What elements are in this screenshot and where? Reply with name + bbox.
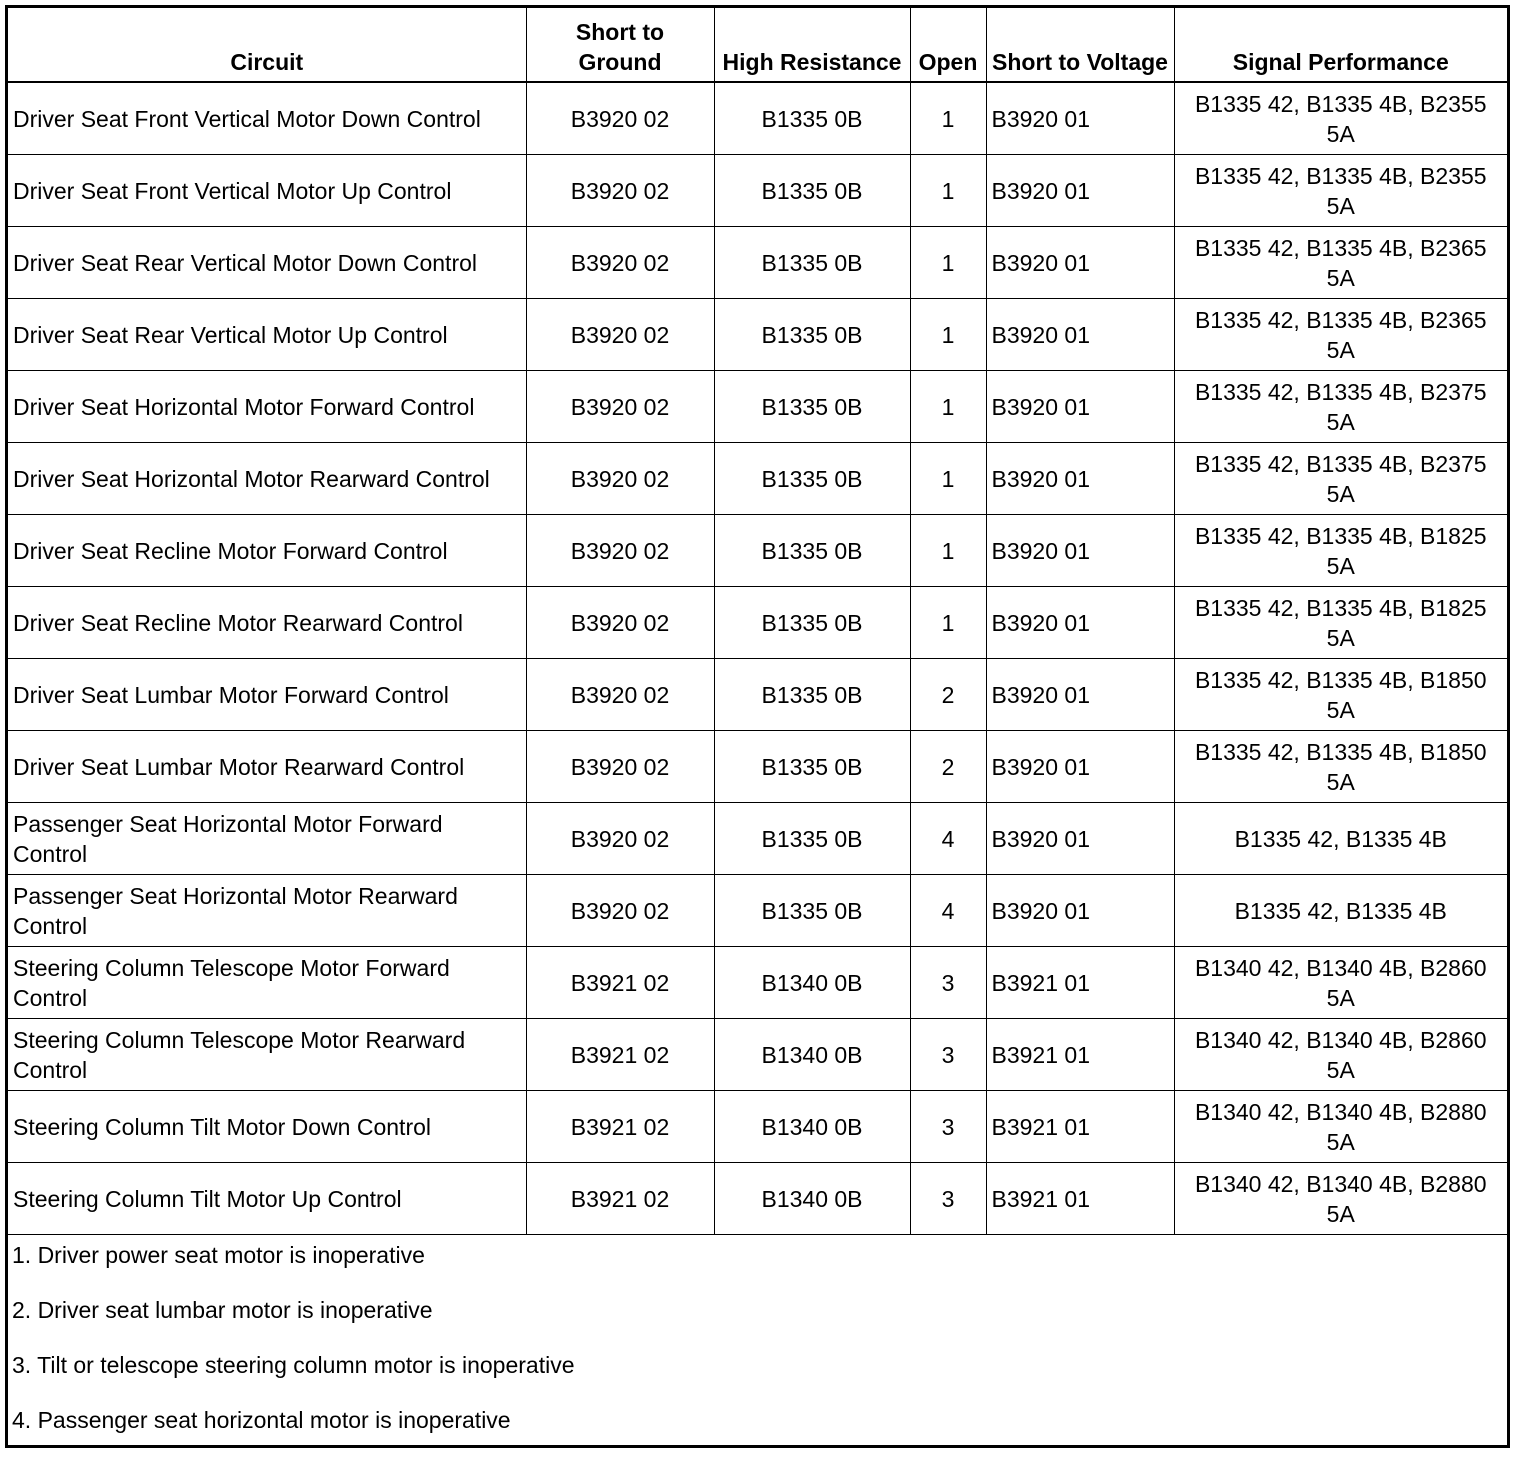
table-row <box>8 803 1507 875</box>
short-to-ground-cell: B3920 02 <box>526 227 714 299</box>
high-resistance-cell: B1340 0B <box>714 1019 910 1091</box>
circuit-cell: Steering Column Telescope Motor Forward Control <box>8 947 526 1019</box>
open-cell: 1 <box>910 515 986 587</box>
footnote-4: 4. Passenger seat horizontal motor is inoperative <box>12 1407 511 1433</box>
header-open: Open <box>910 8 986 82</box>
signal-performance-cell: B1335 42, B1335 4B, B2375 5A <box>1174 371 1507 443</box>
short-to-ground-cell: B3920 02 <box>526 731 714 803</box>
short-to-ground-cell: B3921 02 <box>526 947 714 1019</box>
short-to-ground-cell: B3920 02 <box>526 82 714 155</box>
open-cell: 3 <box>910 947 986 1019</box>
high-resistance-cell: B1335 0B <box>714 443 910 515</box>
header-short-to-voltage: Short to Voltage <box>986 8 1174 82</box>
footnote-3: 3. Tilt or telescope steering column motor is inoperative <box>12 1352 575 1378</box>
table-row <box>8 1019 1507 1091</box>
open-cell: 1 <box>910 82 986 155</box>
open-cell: 1 <box>910 227 986 299</box>
short-to-voltage-cell: B3920 01 <box>986 82 1174 155</box>
circuit-cell: Driver Seat Rear Vertical Motor Down Control <box>8 227 526 299</box>
short-to-ground-cell: B3920 02 <box>526 875 714 947</box>
short-to-ground-cell: B3920 02 <box>526 299 714 371</box>
open-cell: 1 <box>910 155 986 227</box>
table-row <box>8 659 1507 731</box>
short-to-voltage-cell: B3921 01 <box>986 1019 1174 1091</box>
signal-performance-cell: B1335 42, B1335 4B, B2365 5A <box>1174 227 1507 299</box>
short-to-ground-cell: B3920 02 <box>526 515 714 587</box>
circuit-dtc-table <box>8 8 1507 1235</box>
table-row <box>8 371 1507 443</box>
circuit-cell: Steering Column Tilt Motor Down Control <box>8 1091 526 1163</box>
short-to-ground-cell: B3920 02 <box>526 587 714 659</box>
open-cell: 1 <box>910 443 986 515</box>
table-row <box>8 443 1507 515</box>
circuit-cell: Steering Column Tilt Motor Up Control <box>8 1163 526 1235</box>
header-high-resistance: High Resistance <box>714 8 910 82</box>
signal-performance-cell: B1335 42, B1335 4B, B2375 5A <box>1174 443 1507 515</box>
table-row <box>8 875 1507 947</box>
open-cell: 4 <box>910 875 986 947</box>
high-resistance-cell: B1335 0B <box>714 371 910 443</box>
open-cell: 1 <box>910 587 986 659</box>
signal-performance-cell: B1335 42, B1335 4B <box>1174 875 1507 947</box>
open-cell: 1 <box>910 299 986 371</box>
short-to-voltage-cell: B3920 01 <box>986 515 1174 587</box>
short-to-ground-cell: B3921 02 <box>526 1091 714 1163</box>
signal-performance-cell: B1335 42, B1335 4B, B1850 5A <box>1174 731 1507 803</box>
table-row <box>8 1091 1507 1163</box>
high-resistance-cell: B1340 0B <box>714 1091 910 1163</box>
table-row <box>8 82 1507 155</box>
short-to-voltage-cell: B3920 01 <box>986 371 1174 443</box>
signal-performance-cell: B1335 42, B1335 4B, B2365 5A <box>1174 299 1507 371</box>
signal-performance-cell: B1340 42, B1340 4B, B2860 5A <box>1174 1019 1507 1091</box>
short-to-voltage-cell: B3920 01 <box>986 155 1174 227</box>
high-resistance-cell: B1335 0B <box>714 587 910 659</box>
high-resistance-cell: B1335 0B <box>714 659 910 731</box>
header-signal-performance: Signal Performance <box>1174 8 1507 82</box>
circuit-cell: Driver Seat Recline Motor Rearward Control <box>8 587 526 659</box>
short-to-ground-cell: B3920 02 <box>526 659 714 731</box>
open-cell: 2 <box>910 659 986 731</box>
document-frame <box>5 5 1510 1448</box>
table-row <box>8 731 1507 803</box>
short-to-ground-cell: B3920 02 <box>526 803 714 875</box>
circuit-cell: Driver Seat Front Vertical Motor Up Control <box>8 155 526 227</box>
open-cell: 1 <box>910 371 986 443</box>
signal-performance-cell: B1335 42, B1335 4B, B1850 5A <box>1174 659 1507 731</box>
short-to-ground-cell: B3920 02 <box>526 371 714 443</box>
circuit-cell: Driver Seat Lumbar Motor Forward Control <box>8 659 526 731</box>
circuit-cell: Passenger Seat Horizontal Motor Forward Control <box>8 803 526 875</box>
circuit-cell: Steering Column Telescope Motor Rearward Control <box>8 1019 526 1091</box>
table-row <box>8 515 1507 587</box>
signal-performance-cell: B1335 42, B1335 4B, B2355 5A <box>1174 155 1507 227</box>
high-resistance-cell: B1335 0B <box>714 227 910 299</box>
signal-performance-cell: B1340 42, B1340 4B, B2880 5A <box>1174 1091 1507 1163</box>
table-row <box>8 587 1507 659</box>
short-to-ground-cell: B3921 02 <box>526 1163 714 1235</box>
footnote-1: 1. Driver power seat motor is inoperative <box>12 1242 425 1268</box>
footnotes <box>8 1235 1507 1460</box>
footnote-2: 2. Driver seat lumbar motor is inoperative <box>12 1297 433 1323</box>
high-resistance-cell: B1340 0B <box>714 1163 910 1235</box>
short-to-ground-cell: B3920 02 <box>526 443 714 515</box>
signal-performance-cell: B1340 42, B1340 4B, B2860 5A <box>1174 947 1507 1019</box>
short-to-voltage-cell: B3920 01 <box>986 875 1174 947</box>
open-cell: 3 <box>910 1019 986 1091</box>
high-resistance-cell: B1335 0B <box>714 155 910 227</box>
signal-performance-cell: B1340 42, B1340 4B, B2880 5A <box>1174 1163 1507 1235</box>
short-to-voltage-cell: B3921 01 <box>986 1163 1174 1235</box>
short-to-voltage-cell: B3920 01 <box>986 443 1174 515</box>
short-to-voltage-cell: B3920 01 <box>986 803 1174 875</box>
high-resistance-cell: B1340 0B <box>714 947 910 1019</box>
short-to-ground-cell: B3920 02 <box>526 155 714 227</box>
signal-performance-cell: B1335 42, B1335 4B, B1825 5A <box>1174 515 1507 587</box>
circuit-cell: Passenger Seat Horizontal Motor Rearward Control <box>8 875 526 947</box>
signal-performance-cell: B1335 42, B1335 4B, B1825 5A <box>1174 587 1507 659</box>
short-to-voltage-cell: B3921 01 <box>986 947 1174 1019</box>
short-to-voltage-cell: B3920 01 <box>986 659 1174 731</box>
high-resistance-cell: B1335 0B <box>714 82 910 155</box>
header-short-to-ground: Short to Ground <box>526 8 714 82</box>
high-resistance-cell: B1335 0B <box>714 299 910 371</box>
circuit-cell: Driver Seat Lumbar Motor Rearward Control <box>8 731 526 803</box>
circuit-cell: Driver Seat Rear Vertical Motor Up Control <box>8 299 526 371</box>
header-row <box>8 8 1507 82</box>
high-resistance-cell: B1335 0B <box>714 731 910 803</box>
circuit-cell: Driver Seat Front Vertical Motor Down Control <box>8 82 526 155</box>
short-to-ground-cell: B3921 02 <box>526 1019 714 1091</box>
open-cell: 3 <box>910 1163 986 1235</box>
table-row <box>8 1163 1507 1235</box>
circuit-cell: Driver Seat Recline Motor Forward Control <box>8 515 526 587</box>
short-to-voltage-cell: B3921 01 <box>986 1091 1174 1163</box>
short-to-voltage-cell: B3920 01 <box>986 587 1174 659</box>
short-to-voltage-cell: B3920 01 <box>986 731 1174 803</box>
header-circuit: Circuit <box>8 8 526 82</box>
short-to-voltage-cell: B3920 01 <box>986 227 1174 299</box>
open-cell: 4 <box>910 803 986 875</box>
open-cell: 2 <box>910 731 986 803</box>
table-row <box>8 947 1507 1019</box>
short-to-voltage-cell: B3920 01 <box>986 299 1174 371</box>
table-row <box>8 299 1507 371</box>
table-row <box>8 155 1507 227</box>
high-resistance-cell: B1335 0B <box>714 515 910 587</box>
high-resistance-cell: B1335 0B <box>714 803 910 875</box>
circuit-cell: Driver Seat Horizontal Motor Forward Control <box>8 371 526 443</box>
high-resistance-cell: B1335 0B <box>714 875 910 947</box>
open-cell: 3 <box>910 1091 986 1163</box>
table-row <box>8 227 1507 299</box>
signal-performance-cell: B1335 42, B1335 4B, B2355 5A <box>1174 82 1507 155</box>
circuit-cell: Driver Seat Horizontal Motor Rearward Control <box>8 443 526 515</box>
signal-performance-cell: B1335 42, B1335 4B <box>1174 803 1507 875</box>
